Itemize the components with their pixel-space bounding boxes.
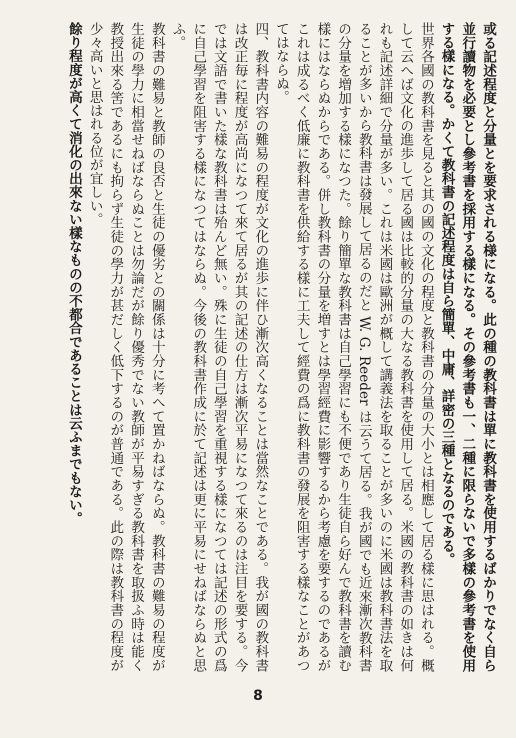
vertical-text-body xyxy=(18,22,498,672)
paragraph-3: 四、教科書内容の難易の程度が文化の進歩に伴ひ漸次高くなることは當然なことである。我が國の教科書は改正毎に程度が高尚になつて來て居るが其の記述の仕方は漸次平易になつて來るのは注目を要する。今では文語で書いた樣な教科書は殆んど無い。殊に生徒の自己學習を重視する樣になつては記述の形式の爲に自己學習を阻害する樣になつてはならぬ。今後の教科書作成に於て記述は更に平易にせねばならぬと思ふ。 xyxy=(169,22,269,672)
paragraph-4: 教科書の難易と教師の良否と生徒の優劣との關係は十分に考へて置かねばならぬ。教科書の難易の程度が生徒の學力に相當せねばならぬことは勿論だが餘り優秀でない教師が平易すぎる教科書を取扱ふ時は能く教授出來る筈であるにも拘らず生徒の學力が甚だしく低下するのが普通である。此の際は教科書の程度が少々高いと思はれる位が宜しい。 xyxy=(86,22,165,672)
paragraph-1: 或る記述程度と分量とを要求される様になる。此の種の教科書は單に教科書を使用するばかりでなく自ら並行讀物を必要とし參考書を採用する樣になる。その參考書も一、二種に限らないで多樣の參考書を使用する樣になる。かくて教科書の記述程度は自ら簡單、中庸、詳密の三種となるのである。 xyxy=(438,22,496,672)
page-number: 8 xyxy=(253,688,263,704)
paragraph-2: 世界各國の教科書を見ると其の國の文化の程度と教科書の分量の大小とは相應して居る樣に思はれる。概して云へば文化の進歩して居る國は比較的分量の大なる教科書を使用して居る。米國の教科書の如きは何れも記述詳細で分量が多い。これは米國は歐洲が概して講義法を取ることが多いのに米國は教科書法を取ることが多いから教科書は發展して居るのだと W. G. Reeder は云うて居る。我が國でも近來漸次教科書の分量を増加する樣になつた。餘り簡單な教科書は自己學習にも不便であり生徒自ら好んで教科書を讀む樣にはならぬからである。併し教科書の分量を増すとは學習經費に影響するから考慮を要するのであるがこれは成るべく低廉に教科書を供給する樣に工夫して經費の爲に教科書の發展を阻害する樣なことがあつてはならぬ。 xyxy=(272,22,434,672)
paragraph-5: 餘り程度が高くて消化の出來ない樣なものの不都合であることは云ふまでもない。 xyxy=(65,22,82,526)
